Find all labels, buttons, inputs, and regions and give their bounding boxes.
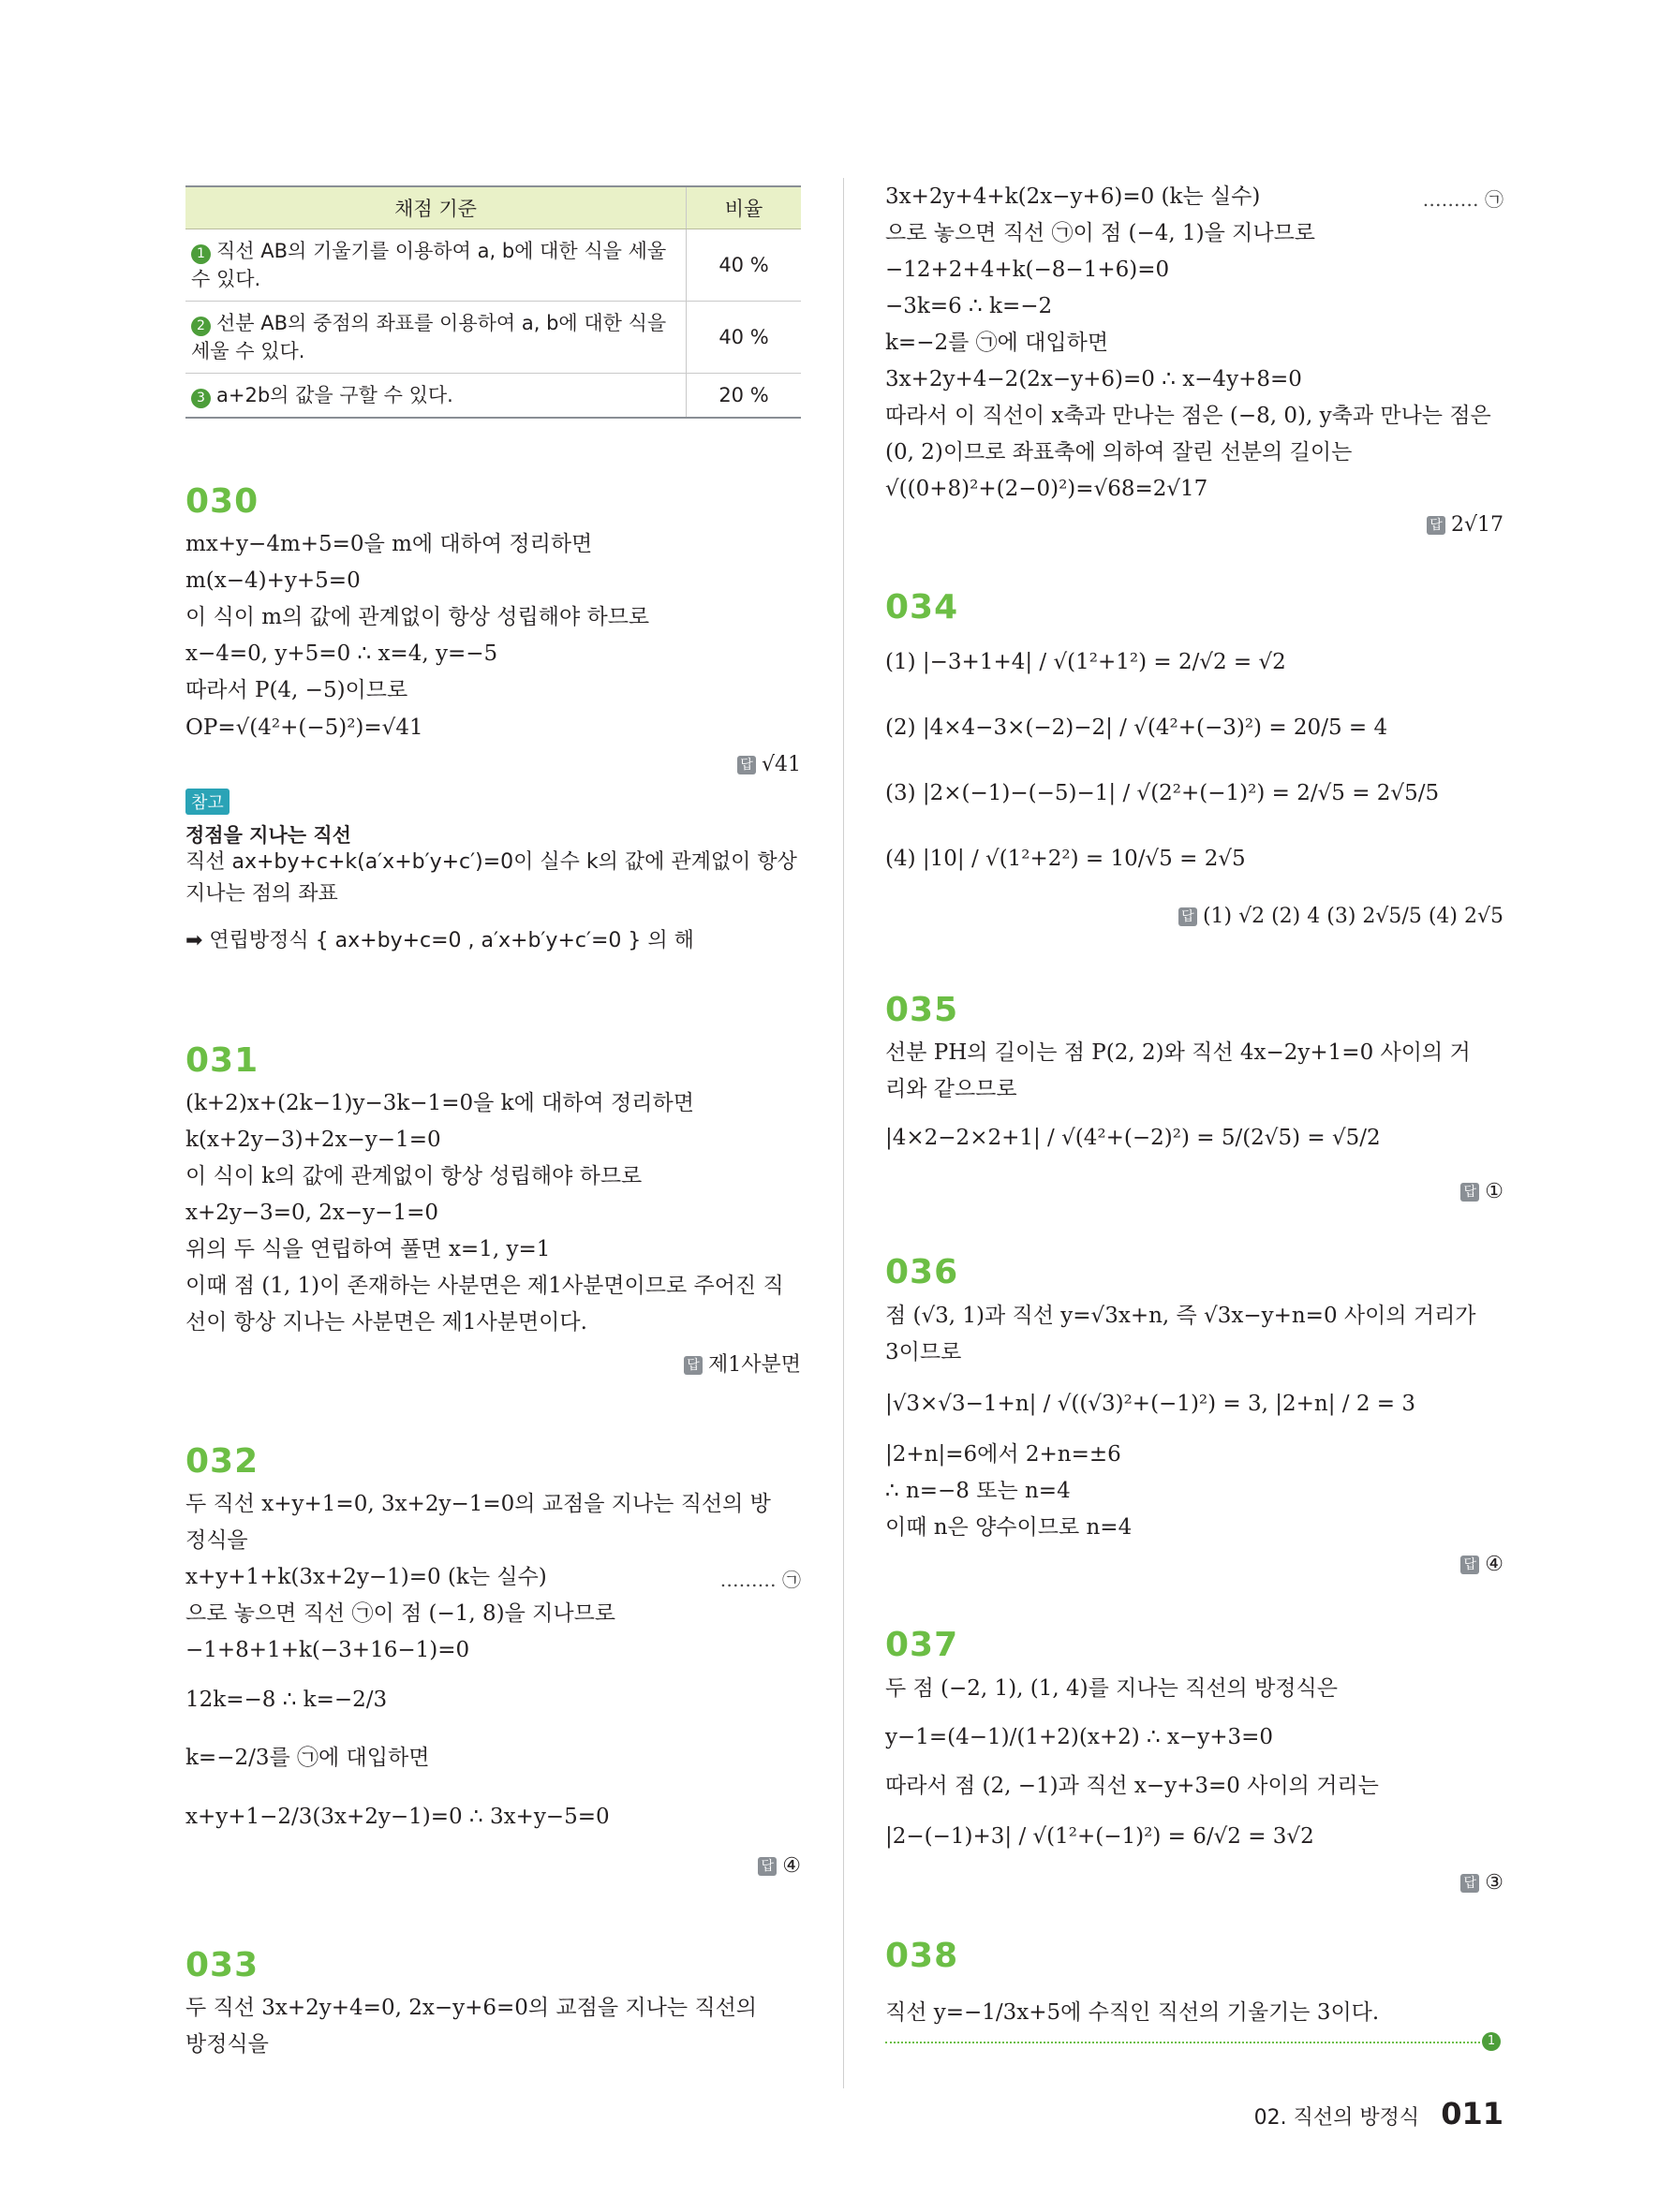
problem-number-033: 033: [185, 1946, 259, 1984]
page-number: 011: [1441, 2096, 1503, 2131]
answer-icon: 답: [1460, 1556, 1479, 1574]
solution-line: 3이므로: [885, 1340, 962, 1364]
ratio-value: 20 %: [687, 374, 802, 419]
equation-marker: ……… ㉠: [1422, 188, 1503, 211]
answer-icon: 답: [684, 1356, 703, 1375]
solution-line: (0, 2)이므로 좌표축에 의하여 잘린 선분의 길이는: [885, 440, 1353, 465]
problem-number-038: 038: [885, 1937, 959, 1975]
answer-text: √41: [761, 753, 801, 776]
solution-line: 이때 n은 양수이므로 n=4: [885, 1515, 1133, 1540]
note-title: 정점을 지나는 직선: [185, 824, 351, 847]
step-number: 2: [191, 317, 211, 336]
solution-line: |4×2−2×2+1| / √(4²+(−2)²) = 5/(2√5) = √5/2: [885, 1126, 1381, 1150]
equation-marker: ……… ㉠: [719, 1569, 801, 1591]
table-row: [185, 374, 801, 419]
page-footer: [1254, 2096, 1503, 2131]
solution-line: 점 (√3, 1)과 직선 y=√3x+n, 즉 √3x−y+n=0 사이의 거리가: [885, 1304, 1476, 1328]
solution-line: 위의 두 식을 연립하여 풀면 x=1, y=1: [185, 1237, 551, 1261]
answer-text: ④: [1485, 1553, 1503, 1576]
answer-037: [1460, 1871, 1503, 1895]
solution-line: 3x+2y+4−2(2x−y+6)=0 ∴ x−4y+8=0: [885, 367, 1302, 391]
chapter-title: 02. 직선의 방정식: [1253, 2106, 1420, 2130]
solution-line: 직선 y=−1/3x+5에 수직인 직선의 기울기는 3이다.: [885, 2000, 1380, 2025]
criteria-text: 직선 AB의 기울기를 이용하여 a, b에 대한 식을 세울 수 있다.: [191, 240, 667, 290]
problem-number-035: 035: [885, 991, 959, 1029]
solution-line: 두 점 (−2, 1), (1, 4)를 지나는 직선의 방정식은: [885, 1676, 1338, 1701]
problem-number-036: 036: [885, 1253, 959, 1291]
solution-line: k(x+2y−3)+2x−y−1=0: [185, 1128, 441, 1152]
solution-line: 정식을: [185, 1528, 248, 1553]
solution-line: −3k=6 ∴ k=−2: [885, 294, 1053, 318]
solution-line: 3x+2y+4+k(2x−y+6)=0 (k는 실수): [885, 184, 1261, 209]
answer-035: [1460, 1180, 1503, 1203]
answer-text: (1) √2 (2) 4 (3) 2√5/5 (4) 2√5: [1202, 905, 1503, 928]
answer-text: 제1사분면: [707, 1353, 801, 1377]
table-header-criteria: 채점 기준: [185, 186, 687, 229]
solution-line: 이때 점 (1, 1)이 존재하는 사분면은 제1사분면이므로 주어진 직: [185, 1274, 784, 1298]
note-line: 지나는 점의 좌표: [185, 882, 338, 906]
solution-line: (1) |−3+1+4| / √(1²+1²) = 2/√2 = √2: [885, 650, 1286, 674]
solution-line: |2+n|=6에서 2+n=±6: [885, 1442, 1121, 1467]
answer-036: [1460, 1553, 1503, 1576]
solution-line: 으로 놓으면 직선 ㉠이 점 (−4, 1)을 지나므로: [885, 221, 1316, 245]
answer-text: ③: [1485, 1871, 1503, 1895]
answer-034: [1178, 905, 1503, 928]
note-line: ➡ 연립방정식 { ax+by+c=0 , a′x+b′y+c′=0 } 의 해: [185, 929, 694, 952]
answer-text: ④: [782, 1854, 801, 1878]
solution-line: 두 직선 3x+2y+4=0, 2x−y+6=0의 교점을 지나는 직선의: [185, 1996, 758, 2020]
solution-line: x+y+1−2/3(3x+2y−1)=0 ∴ 3x+y−5=0: [185, 1805, 610, 1829]
solution-line: 선분 PH의 길이는 점 P(2, 2)와 직선 4x−2y+1=0 사이의 거: [885, 1040, 1471, 1065]
answer-icon: 답: [1427, 516, 1445, 535]
problem-number-032: 032: [185, 1442, 259, 1481]
grading-table: [185, 185, 801, 419]
solution-line: −12+2+4+k(−8−1+6)=0: [885, 258, 1170, 282]
solution-line: ∴ n=−8 또는 n=4: [885, 1479, 1071, 1503]
dotted-rule: [885, 2042, 1480, 2043]
solution-line: 리와 같으므로: [885, 1077, 1017, 1101]
answer-icon: 답: [737, 756, 756, 774]
note-line: 직선 ax+by+c+k(a′x+b′y+c′)=0이 실수 k의 값에 관계없이 항상: [185, 850, 797, 874]
answer-030: [737, 753, 801, 776]
solution-line: (2) |4×4−3×(−2)−2| / √(4²+(−3)²) = 20/5 = 4: [885, 715, 1388, 740]
note-badge: 참고: [185, 789, 230, 815]
answer-icon: 답: [1460, 1874, 1479, 1893]
solution-line: 선이 항상 지나는 사분면은 제1사분면이다.: [185, 1310, 587, 1335]
solution-line: 따라서 이 직선이 x축과 만나는 점은 (−8, 0), y축과 만나는 점은: [885, 404, 1491, 428]
column-divider: [843, 178, 844, 2088]
solution-line: 이 식이 k의 값에 관계없이 항상 성립해야 하므로: [185, 1164, 643, 1188]
solution-line: 방정식을: [185, 2032, 269, 2057]
solution-line: (k+2)x+(2k−1)y−3k−1=0을 k에 대하여 정리하면: [185, 1091, 694, 1115]
step-marker: 1: [1482, 2032, 1501, 2051]
answer-text: ①: [1485, 1180, 1503, 1203]
answer-031: [684, 1349, 801, 1378]
problem-number-034: 034: [885, 588, 959, 627]
problem-number-037: 037: [885, 1626, 959, 1664]
solution-line: −1+8+1+k(−3+16−1)=0: [185, 1638, 470, 1662]
solution-line: 따라서 P(4, −5)이므로: [185, 678, 408, 702]
solution-line: x+2y−3=0, 2x−y−1=0: [185, 1201, 438, 1225]
solution-line: k=−2를 ㉠에 대입하면: [885, 331, 1109, 355]
answer-033: [1427, 513, 1503, 537]
solution-line: |√3×√3−1+n| / √((√3)²+(−1)²) = 3, |2+n| / 2 = 3: [885, 1392, 1416, 1416]
criteria-text: a+2b의 값을 구할 수 있다.: [216, 384, 453, 406]
answer-032: [758, 1854, 801, 1878]
solution-line: y−1=(4−1)/(1+2)(x+2) ∴ x−y+3=0: [885, 1725, 1274, 1749]
answer-icon: 답: [758, 1857, 777, 1876]
solution-line: OP=√(4²+(−5)²)=√41: [185, 715, 423, 740]
solution-line: x−4=0, y+5=0 ∴ x=4, y=−5: [185, 641, 498, 666]
solution-line: 이 식이 m의 값에 관계없이 항상 성립해야 하므로: [185, 605, 650, 629]
solution-line: 두 직선 x+y+1=0, 3x+2y−1=0의 교점을 지나는 직선의 방: [185, 1492, 771, 1516]
solution-line: mx+y−4m+5=0을 m에 대하여 정리하면: [185, 532, 593, 556]
criteria-text: 선분 AB의 중점의 좌표를 이용하여 a, b에 대한 식을 세울 수 있다.: [191, 312, 667, 362]
solution-line: (3) |2×(−1)−(−5)−1| / √(2²+(−1)²) = 2/√5 = 2√5/5: [885, 781, 1440, 805]
step-number: 1: [191, 244, 211, 264]
ratio-value: 40 %: [687, 302, 802, 374]
problem-number-030: 030: [185, 482, 259, 521]
solution-line: √((0+8)²+(2−0)²)=√68=2√17: [885, 477, 1208, 501]
solution-line: (4) |10| / √(1²+2²) = 10/√5 = 2√5: [885, 847, 1246, 871]
solution-line: k=−2/3를 ㉠에 대입하면: [185, 1746, 430, 1770]
problem-number-031: 031: [185, 1041, 259, 1080]
solution-line: m(x−4)+y+5=0: [185, 568, 361, 593]
ratio-value: 40 %: [687, 229, 802, 302]
solution-line: x+y+1+k(3x+2y−1)=0 (k는 실수): [185, 1565, 547, 1589]
table-row: [185, 302, 801, 374]
solution-line: 으로 놓으면 직선 ㉠이 점 (−1, 8)을 지나므로: [185, 1601, 616, 1626]
solution-line: 따라서 점 (2, −1)과 직선 x−y+3=0 사이의 거리는: [885, 1774, 1379, 1798]
answer-icon: 답: [1178, 907, 1197, 926]
table-row: [185, 229, 801, 302]
answer-text: 2√17: [1450, 513, 1503, 537]
table-header-ratio: 비율: [687, 186, 802, 229]
step-number: 3: [191, 389, 211, 408]
solution-line: 12k=−8 ∴ k=−2/3: [185, 1688, 388, 1712]
answer-icon: 답: [1460, 1183, 1479, 1202]
solution-line: |2−(−1)+3| / √(1²+(−1)²) = 6/√2 = 3√2: [885, 1824, 1314, 1849]
